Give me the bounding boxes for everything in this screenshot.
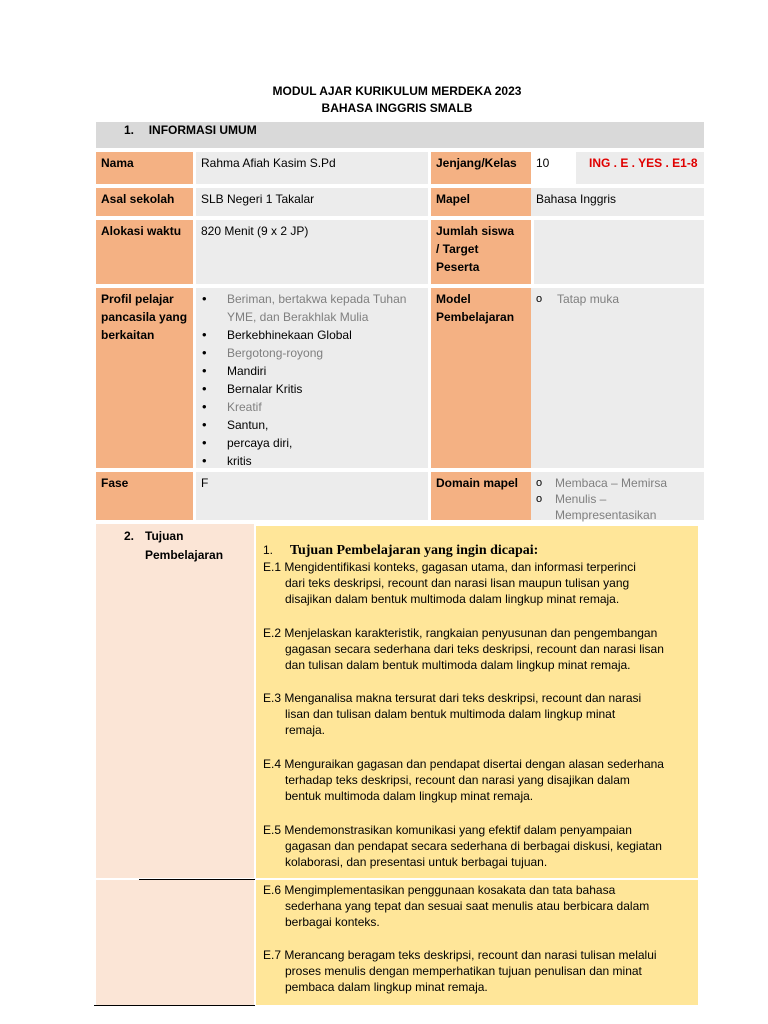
mapel-label: Mapel	[431, 188, 531, 216]
profil-list-cell	[196, 288, 428, 468]
list-item: • Mandiri	[200, 362, 428, 380]
list-item: • Bergotong-royong	[200, 344, 428, 362]
jumlah-label-line1: Jumlah siswa	[436, 224, 515, 238]
objectives-heading-number: 1.	[263, 543, 274, 557]
objective-e1: E.1 Mengidentifikasi konteks, gagasan utama, dan informasi terperinci dari teks deskripsi, recount dan narasi lisan maupun tulisan yang disajikan dalam bentuk multimoda dalam lingkup minat remaja.	[263, 560, 636, 606]
list-item: • Bernalar Kritis	[200, 380, 428, 398]
class-code-cell	[576, 152, 704, 184]
section1-title: INFORMASI UMUM	[148, 123, 257, 137]
model-label	[431, 288, 531, 468]
jumlah-label-line2: / Target	[436, 242, 479, 256]
section1-header	[124, 123, 257, 137]
objective-e5: E.5 Mendemonstrasikan komunikasi yang efektif dalam penyampaian gagasan dan pendapat secara sederhana di berbagai diskusi, kegiatan kolaborasi, dan presentasi untuk berbagai tujuan.	[263, 823, 662, 869]
objectives-heading	[263, 541, 538, 559]
section2-title	[145, 527, 223, 565]
list-item: • Beriman, bertakwa kepada Tuhan YME, dan Berakhlak Mulia	[200, 290, 428, 326]
alokasi-label: Alokasi waktu	[96, 220, 193, 284]
list-item: • Santun,	[200, 416, 428, 434]
nama-value: Rahma Afiah Kasim S.Pd	[196, 152, 428, 184]
jumlah-label	[431, 220, 531, 284]
objective-e6: E.6 Mengimplementasikan penggunaan kosakata dan tata bahasa sederhana yang tepat dan sesuai saat menulis atau berbicara dalam berbagai konteks.	[263, 883, 650, 929]
model-list	[535, 291, 704, 307]
profil-label-line2: pancasila yang	[101, 310, 188, 324]
fase-label: Fase	[96, 472, 193, 520]
section2-title-line1: Tujuan	[145, 529, 184, 543]
jenjang-value: 10	[531, 152, 576, 184]
section2-number: 2.	[124, 529, 135, 543]
list-item: • Berkebhinekaan Global	[200, 326, 428, 344]
list-item: • Kreatif	[200, 398, 428, 416]
section2-title-line2: Pembelajaran	[145, 548, 224, 562]
model-value-cell	[531, 288, 704, 468]
alokasi-value: 820 Menit (9 x 2 JP)	[196, 220, 428, 284]
domain-label: Domain mapel	[431, 472, 531, 520]
domain-list	[535, 475, 704, 523]
divider	[139, 879, 255, 880]
doc-title-line2: BAHASA INGGRIS SMALB	[321, 101, 473, 115]
class-code: ING . E . YES . E1-8	[589, 156, 698, 170]
section2-label-cell	[96, 524, 254, 878]
domain-value-cell	[531, 472, 704, 520]
jumlah-value	[534, 220, 704, 284]
list-item: • kritis	[200, 452, 428, 470]
objective-e7: E.7 Merancang beragam teks deskripsi, recount dan narasi tulisan melalui proses menulis dengan memperhatikan tujuan penulisan dan minat pembaca dalam lingkup minat remaja.	[263, 948, 657, 994]
profil-label-line3: berkaitan	[101, 328, 155, 342]
objectives-heading-title: Tujuan Pembelajaran yang ingin dicapai:	[289, 543, 539, 558]
objective-e4: E.4 Menguraikan gagasan dan pendapat disertai dengan alasan sederhana terhadap teks deskripsi, recount dan narasi yang disajikan dalam bentuk multimoda dalam lingkup minat remaja.	[263, 757, 664, 803]
list-item: o Tatap muka	[535, 291, 704, 307]
list-item: o Menulis – Mempresentasikan	[535, 491, 704, 523]
profil-label-line1: Profil pelajar	[101, 292, 174, 306]
asal-label: Asal sekolah	[96, 188, 193, 216]
section2-label-cell-cont	[96, 880, 254, 1005]
fase-value: F	[196, 472, 428, 520]
jenjang-label: Jenjang/Kelas	[431, 152, 531, 184]
model-label-line2: Pembelajaran	[436, 310, 515, 324]
profil-list	[200, 290, 428, 470]
objective-e3: E.3 Menganalisa makna tersurat dari teks deskripsi, recount dan narasi lisan dan tulisan dalam bentuk multimoda dalam lingkup minat remaja.	[263, 691, 642, 737]
nama-label: Nama	[96, 152, 193, 184]
mapel-value: Bahasa Inggris	[531, 188, 704, 216]
section1-number: 1.	[124, 123, 135, 137]
profil-label	[96, 288, 193, 468]
asal-value: SLB Negeri 1 Takalar	[196, 188, 428, 216]
list-item: o Membaca – Memirsa	[535, 475, 704, 491]
model-label-line1: Model	[436, 292, 471, 306]
divider	[94, 1005, 255, 1006]
list-item: • percaya diri,	[200, 434, 428, 452]
jumlah-label-line3: Peserta	[436, 260, 480, 274]
objective-e2: E.2 Menjelaskan karakteristik, rangkaian penyusunan dan pengembangan gagasan secara sederhana dari teks deskripsi, recount dan narasi lisan dan tulisan dalam bentuk multimoda dalam lingkup minat remaja.	[263, 626, 664, 672]
doc-title-line1: MODUL AJAR KURIKULUM MERDEKA 2023	[272, 84, 522, 98]
